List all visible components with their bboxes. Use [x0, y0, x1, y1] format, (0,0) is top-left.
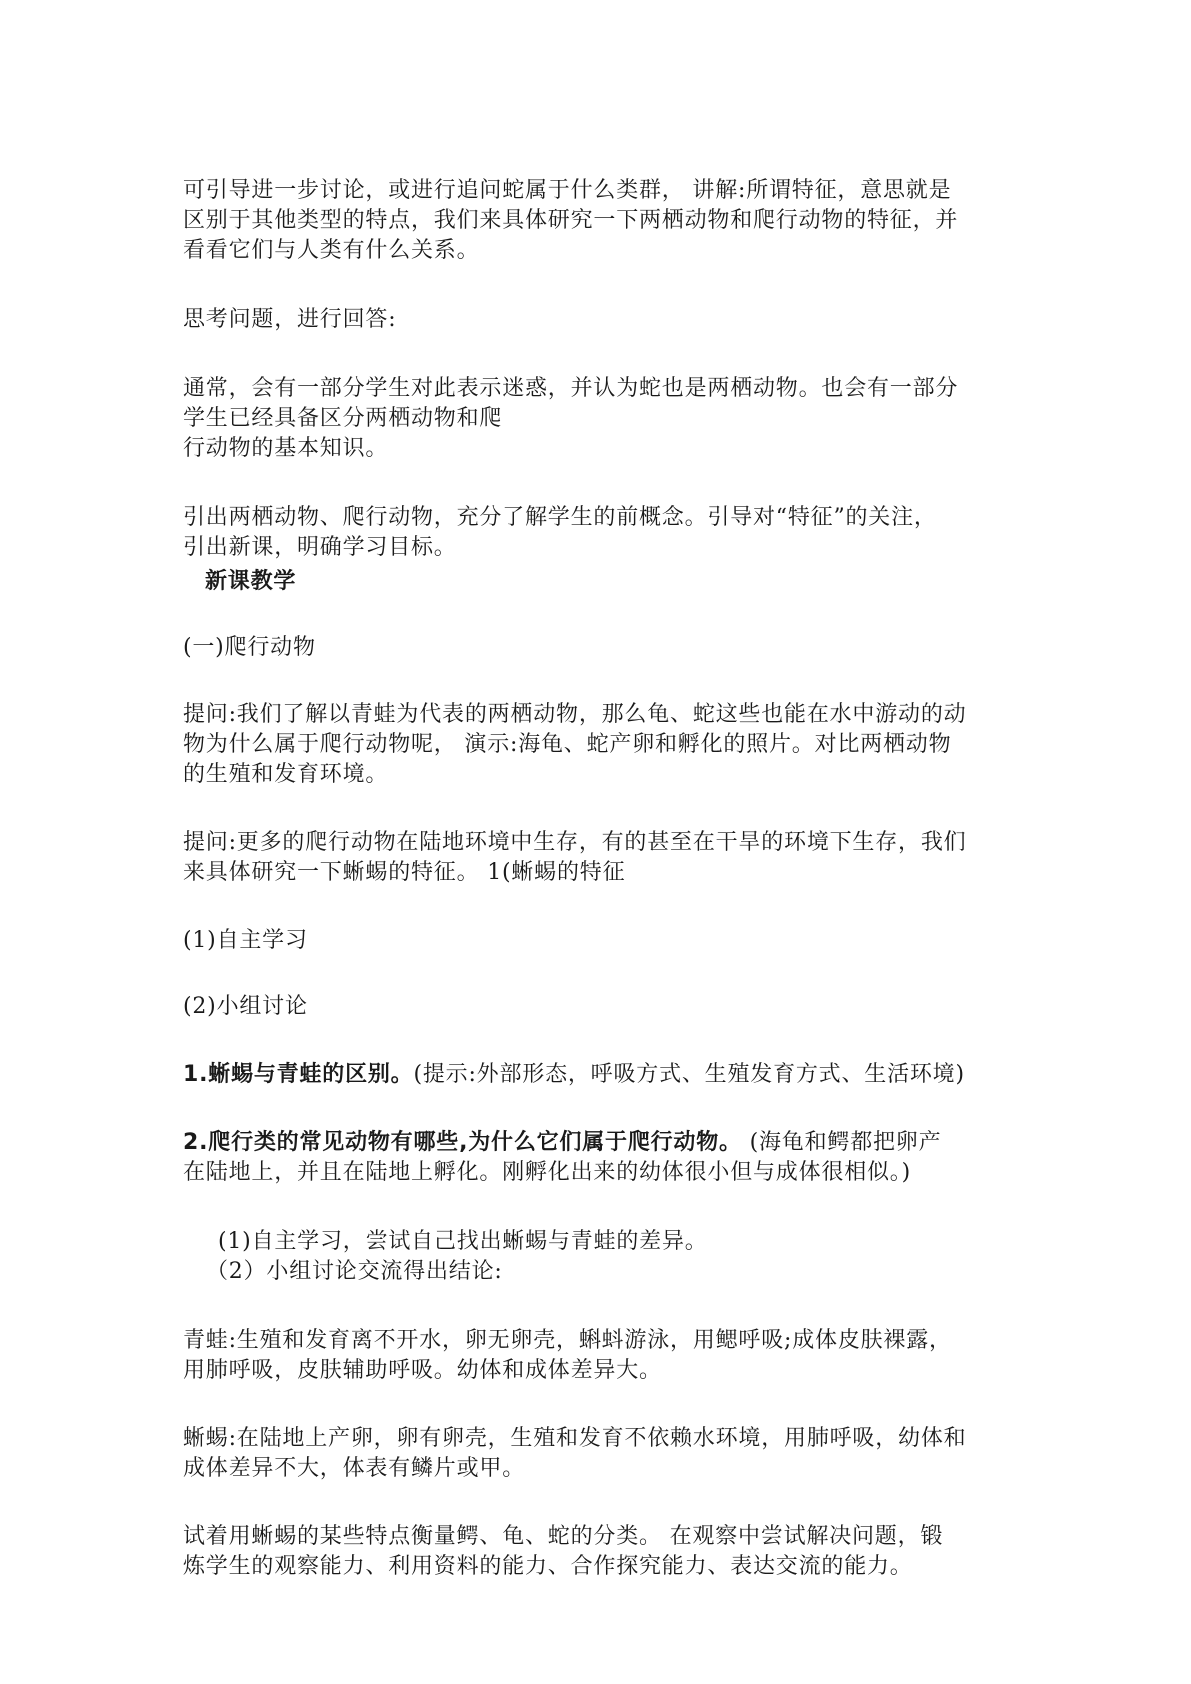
- paragraph-line: 在陆地上，并且在陆地上孵化。刚孵化出来的幼体很小但与成体很相似。): [183, 1160, 911, 1185]
- paragraph-line: 区别于其他类型的特点，我们来具体研究一下两栖动物和爬行动物的特征，并: [183, 208, 959, 233]
- paragraph-line: 炼学生的观察能力、利用资料的能力、合作探究能力、表达交流的能力。: [183, 1554, 913, 1579]
- paragraph-line: 用肺呼吸，皮肤辅助呼吸。幼体和成体差异大。: [183, 1358, 662, 1383]
- list-item: （2）小组讨论交流得出结论:: [206, 1259, 503, 1284]
- paragraph-line: 试着用蜥蜴的某些特点衡量鳄、龟、蛇的分类。 在观察中尝试解决问题，锻: [183, 1524, 944, 1549]
- paragraph-line: 提问:我们了解以青蛙为代表的两栖动物，那么龟、蛇这些也能在水中游动的动: [183, 702, 967, 727]
- paragraph-line: 看看它们与人类有什么关系。: [183, 238, 480, 263]
- paragraph-line: 可引导进一步讨论，或进行追问蛇属于什么类群， 讲解:所谓特征，意思就是: [183, 178, 952, 203]
- list-item: (1)自主学习，尝试自己找出蜥蜴与青蛙的差异。: [218, 1229, 708, 1254]
- paragraph-line: 思考问题，进行回答:: [183, 307, 397, 332]
- question-line: [183, 1060, 965, 1090]
- paragraph-line: 成体差异不大，体表有鳞片或甲。: [183, 1456, 526, 1481]
- paragraph-line: 引出两栖动物、爬行动物，充分了解学生的前概念。引导对“特征”的关注，: [183, 505, 937, 530]
- paragraph-line: 青蛙:生殖和发育离不开水，卵无卵壳，蝌蚪游泳，用鳃呼吸;成体皮肤裸露，: [183, 1328, 952, 1353]
- question-hint: (提示:外部形态，呼吸方式、生殖发育方式、生活环境): [413, 1062, 965, 1087]
- question-bold: 2.爬行类的常见动物有哪些,为什么它们属于爬行动物。: [183, 1130, 742, 1155]
- question-answer: (海龟和鳄都把卵产: [741, 1130, 942, 1155]
- paragraph-line: 学生已经具备区分两栖动物和爬: [183, 406, 503, 431]
- section-heading: 新课教学: [205, 569, 297, 594]
- paragraph-line: 引出新课，明确学习目标。: [183, 535, 457, 560]
- list-item: (2)小组讨论: [183, 994, 308, 1019]
- question-line: [183, 1128, 941, 1158]
- paragraph-line: 物为什么属于爬行动物呢， 演示:海龟、蛇产卵和孵化的照片。对比两栖动物: [183, 732, 952, 757]
- paragraph-line: 通常，会有一部分学生对此表示迷惑，并认为蛇也是两栖动物。也会有一部分: [183, 376, 959, 401]
- paragraph-line: 提问:更多的爬行动物在陆地环境中生存，有的甚至在干旱的环境下生存，我们: [183, 830, 967, 855]
- paragraph-line: 蜥蜴:在陆地上产卵，卵有卵壳，生殖和发育不依赖水环境，用肺呼吸，幼体和: [183, 1426, 967, 1451]
- subsection-heading: (一)爬行动物: [183, 635, 316, 660]
- paragraph-line: 行动物的基本知识。: [183, 436, 389, 461]
- list-item: (1)自主学习: [183, 928, 308, 953]
- paragraph-line: 来具体研究一下蜥蜴的特征。 1(蜥蜴的特征: [183, 860, 626, 885]
- paragraph-line: 的生殖和发育环境。: [183, 762, 389, 787]
- question-bold: 1.蜥蜴与青蛙的区别。: [183, 1062, 414, 1087]
